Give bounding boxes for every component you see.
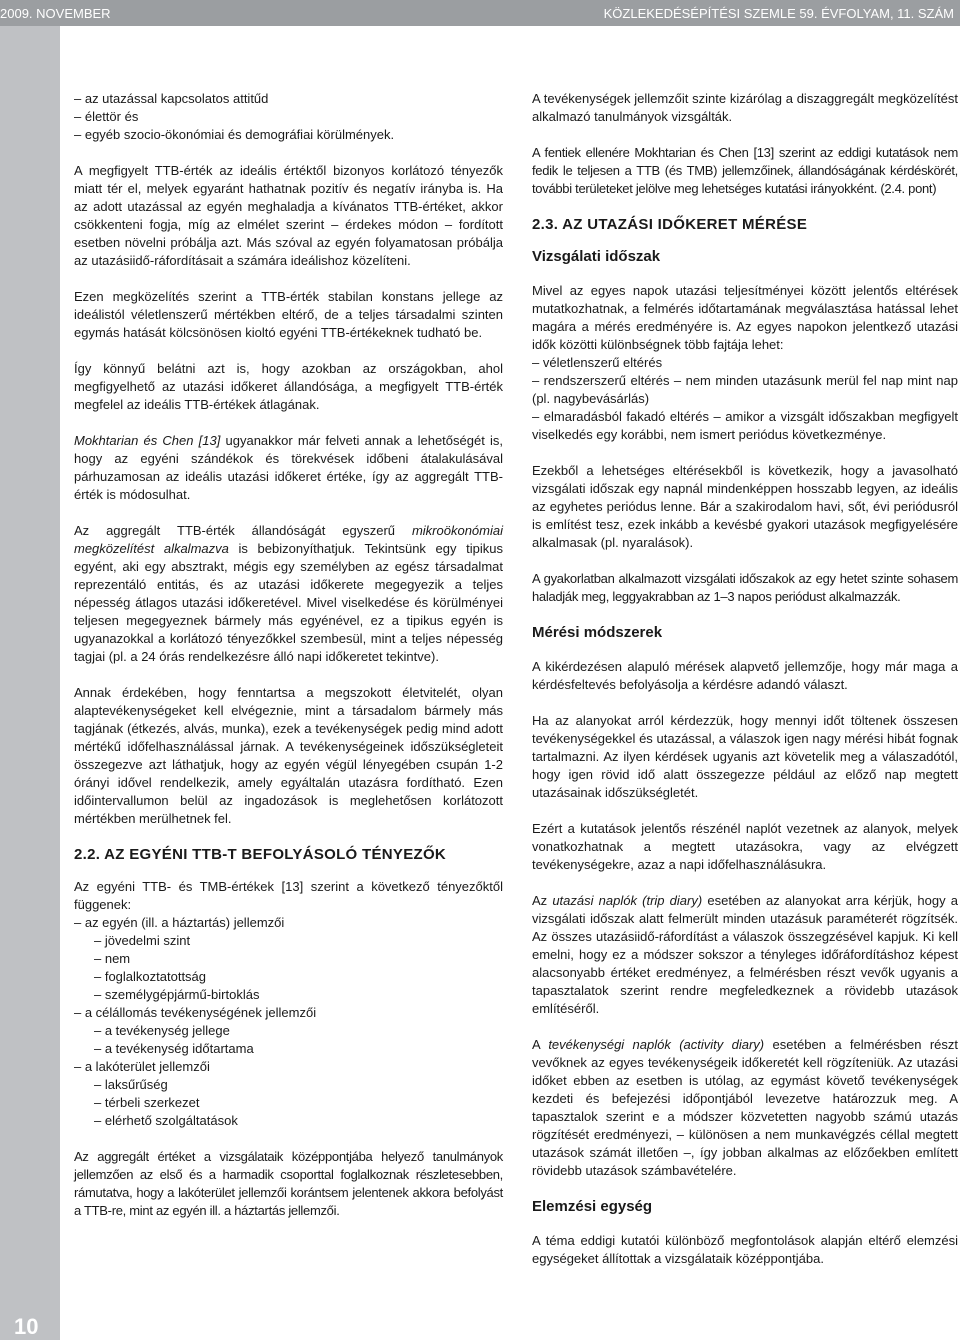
header-date: 2009. NOVEMBER (0, 5, 111, 21)
list-item: – foglalkoztatottság (74, 968, 503, 986)
paragraph: Mivel az egyes napok utazási teljesítményei között jelentős eltérések mutatkozhatnak, a felmérés időtartamának megválasztása hatással lehet magára a mérés eredményére is. Az egyes napokon jelentkező utazási idők közötti különbségnek több fajtája lehet: (532, 283, 958, 352)
page-number: 10 (14, 1314, 39, 1339)
paragraph-text: Az aggregált TTB-érték állandóságát egyszerű (74, 523, 412, 538)
paragraph (532, 892, 958, 1018)
paragraph: Ezen megközelítés szerint a TTB-érték stabilan konstans jellege az ideálistól véletlenszerű mértékben eltérő, de a teljes társadalmi szinten egymás hatását kölcsönösen kioltó egyéni TTB-értékeknek tudható be. (74, 289, 503, 340)
header-journal: KÖZLEKEDÉSÉPÍTÉSI SZEMLE 59. ÉVFOLYAM, 11. SZÁM (603, 5, 954, 21)
list-item: – személygépjármű-birtoklás (74, 986, 503, 1004)
list-item: – egyéb szocio-ökonómiai és demográfiai körülmények. (74, 126, 503, 144)
paragraph: Az egyéni TTB- és TMB-értékek [13] szerint a következő tényezőktől függenek: (74, 879, 503, 912)
paragraph: Ezért a kutatások jelentős részénél naplót vezetnek az alanyok, melyek vonatkozhatnak a megtett utazásokra, vagy az elvégzett tevékenységekre, azaz a napi időfelhasználásukra. (532, 821, 958, 872)
left-column (74, 90, 503, 1238)
list-item: – véletlenszerű eltérés (532, 354, 958, 372)
list-item: – élettör és (74, 108, 503, 126)
paragraph: Így könnyű belátni azt is, hogy azokban az országokban, ahol megfigyelhető az utazási időkeret állandósága, a megfigyelt TTB-érték megfelel az ideális TTB-értékek átlagának. (74, 361, 503, 412)
paragraph: A fentiek ellenére Mokhtarian és Chen [13] szerint az eddigi kutatások nem fedik le teljesen a TTB (és TMB) jellemzőinek, állandóságának kérdéskörét, további területeket jelölve meg lehetséges kutatási irányokként. (2.4. pont) (532, 145, 958, 196)
right-column (532, 90, 958, 1286)
paragraph: A tevékenységek jellemzőit szinte kizárólag a diszaggregált megközelítést alkalmazó tanulmányok vizsgálták. (532, 91, 958, 124)
list-item: – jövedelmi szint (74, 932, 503, 950)
paragraph: Az aggregált értéket a vizsgálataik középpontjába helyező tanulmányok jellemzően az első és a harmadik csoporttal foglalkoznak részletesebben, rámutatva, hogy a lakóterület jellemzői korántsem jelentenek akkora befolyást a TTB-re, mint az egyén ill. a háztartás jellemzői. (74, 1149, 503, 1218)
paragraph-text: esetében az alanyokat arra kérjük, hogy a vizsgálati időszak alatt felmerült minden utazásuk paraméterét rögzítsék. Az összes utazásiidő-ráfordítást a válaszok összegzésével kapjuk. Ki kell emelni, hogy ez a módszer sokszor a tényleges időráfordításhoz képest alacsonyabb értéket eredményez, a felmérésben részt vevők ugyanis a tapasztalatok szerint rendre megfeledkeznek a rövidebb utazások említéséről. (532, 893, 958, 1016)
running-header (0, 0, 960, 26)
paragraph-text: ugyanakkor már felveti annak a lehetőségét is, hogy az egyéni szándékok és törekvések időbeni átalakulásával párhuzamosan az ideális utazási időkeret értéke, így az aggregált TTB-érték is módosulhat. (74, 433, 503, 502)
list-item: – nem (74, 950, 503, 968)
paragraph (74, 522, 503, 666)
list-item: – az egyén (ill. a háztartás) jellemzői (74, 914, 503, 932)
emphasis: tevékenységi naplók (activity diary) (548, 1037, 765, 1052)
list-item: – a tevékenység időtartama (74, 1040, 503, 1058)
section-heading: 2.3. AZ UTAZÁSI IDŐKERET MÉRÉSE (532, 216, 808, 233)
paragraph: Ezekből a lehetséges eltérésekből is következik, hogy a javasolható vizsgálati időszak egy napnál mindenképpen hosszabb legyen, az ideális az egyhetes periódus lenne. Bár a szakirodalom havi, sőt, évi periódusról is említést tesz, ezek inkább a kevésbé gyakori utazások megfigyelésére alkalmasak (pl. nyaralások). (532, 463, 958, 550)
paragraph-text: A (532, 1037, 549, 1052)
list-item: – a lakóterület jellemzői (74, 1058, 503, 1076)
side-strip (0, 26, 60, 1340)
list-item: – a tevékenység jellege (74, 1022, 503, 1040)
factor-list (74, 914, 503, 1130)
intro-list (74, 90, 503, 144)
section-heading: 2.2. AZ EGYÉNI TTB-T BEFOLYÁSOLÓ TÉNYEZŐK (74, 846, 447, 863)
paragraph: Annak érdekében, hogy fenntartsa a megszokott életvitelét, olyan alaptevékenységeket kell elvégeznie, mint a társadalom bármely más tagjának (étkezés, alvás, munka), ezek a tevékenységek pedig mind adott mértékű időfelhasználással járnak. A tevékenységeinek időszükségleteit összegezve azt láthatjuk, hogy az egyén végül lényegében csupán 1-2 órányi idővel rendelkezik, amely egyáltalán utazásra fordítható. Ezen időintervallumon belül az ingadozások is meglehetősen korlátozott mértékben merülhetnek fel. (74, 685, 503, 826)
paragraph: A kikérdezésen alapuló mérések alapvető jellemzője, hogy már maga a kérdésfeltevés befolyásolja a kérdésre adandó választ. (532, 659, 958, 692)
citation-authors: Mokhtarian és Chen [13] (74, 433, 221, 448)
list-item: – térbeli szerkezet (74, 1094, 503, 1112)
list-item: – elérhető szolgáltatások (74, 1112, 503, 1130)
subheading: Vizsgálati időszak (532, 248, 661, 265)
paragraph: Ha az alanyokat arról kérdezzük, hogy mennyi időt töltenek összesen tevékenységekkel és utazással, a válaszok igen nagy mérési hibát fognak tartalmazni. Az ilyen kérdések ugyanis azt követelik meg a válaszadótól, hogy igen rövid idő alatt összegezze például az előző nap megtett utazásainak időszükségletét. (532, 713, 958, 800)
subheading: Mérési módszerek (532, 624, 663, 641)
paragraph: A gyakorlatban alkalmazott vizsgálati időszakok az egy hetet szinte sohasem haladják meg, leggyakrabban az 1–3 napos periódust alkalmazzák. (532, 571, 958, 604)
paragraph (74, 432, 503, 504)
subheading: Elemzési egység (532, 1198, 653, 1215)
emphasis: mikroökonómiai megközelítést alkalmazva (74, 523, 503, 556)
paragraph (532, 1036, 958, 1180)
list-item: – rendszerszerű eltérés – nem minden utazásunk merül fel nap mint nap (pl. nagybevásárlás) (532, 372, 958, 408)
list-item: – a célállomás tevékenységének jellemzői (74, 1004, 503, 1022)
paragraph: A megfigyelt TTB-érték az ideális értéktől bizonyos korlátozó tényezők miatt tér el, melyek egyaránt hathatnak pozitív és negatív irányba is. Ha az adott utazással az egyén meghaladja a kívánatos TTB-értéket, akkor csökkenteni fogja, míg az elmélet szerint – érdekes módon – fordított esetben növelni próbálja azt. Más szóval az egyén folyamatosan próbálja az utazásiidő-ráfordításait a számára ideálishoz közelíteni. (74, 163, 503, 268)
list-item: – elmaradásból fakadó eltérés – amikor a vizsgált időszakban megfigyelt viselkedés egy korábbi, nem ismert periódus következménye. (532, 408, 958, 444)
emphasis: utazási naplók (trip diary) (552, 893, 703, 908)
paragraph-text: esetében a felmérésben részt vevőknek az egyes tevékenységeik időkeretét kell rögzíteniük. Az utazási időket ebben az esetben is utólag, az egymást követő tevékenységek kezdeti és befejezési időpontjából levezetve határozzuk meg. A tapasztalok szerint e a módszer közvetetten nagyobb számú utazás rögzítését eredményezi, – különösen a nem munkavégzés céllal megtett utazások számát illetően –, így jobban alkalmas az előzőekben említett rövidebb utazások számbavételére. (532, 1037, 958, 1178)
list-item: – laksűrűség (74, 1076, 503, 1094)
paragraph: A téma eddigi kutatói különböző megfontolások alapján eltérő elemzési egységeket állítottak a vizsgálataik középpontjába. (532, 1233, 958, 1266)
variation-list (532, 354, 958, 444)
list-item: – az utazással kapcsolatos attitűd (74, 90, 503, 108)
paragraph-text: Az (532, 893, 553, 908)
paragraph-text: is bebizonyíthatjuk. Tekintsünk egy tipikus egyént, aki egy absztrakt, mégis egy személyben az egész társadalmat reprezentáló entitás, és az utazási időkerete megegyezik a teljes népesség átlagos utazási időkeretével. Mivel viselkedése és körülményei teljesen megegyeznek bármely más egyénével, ez a tipikus egyén is ugyanazokkal a korlátozó tényezőkkel szembesül, mint a teljes népesség tagjai (pl. a 24 órás rendelkezésre álló napi időkeretet tekintve). (74, 541, 503, 664)
